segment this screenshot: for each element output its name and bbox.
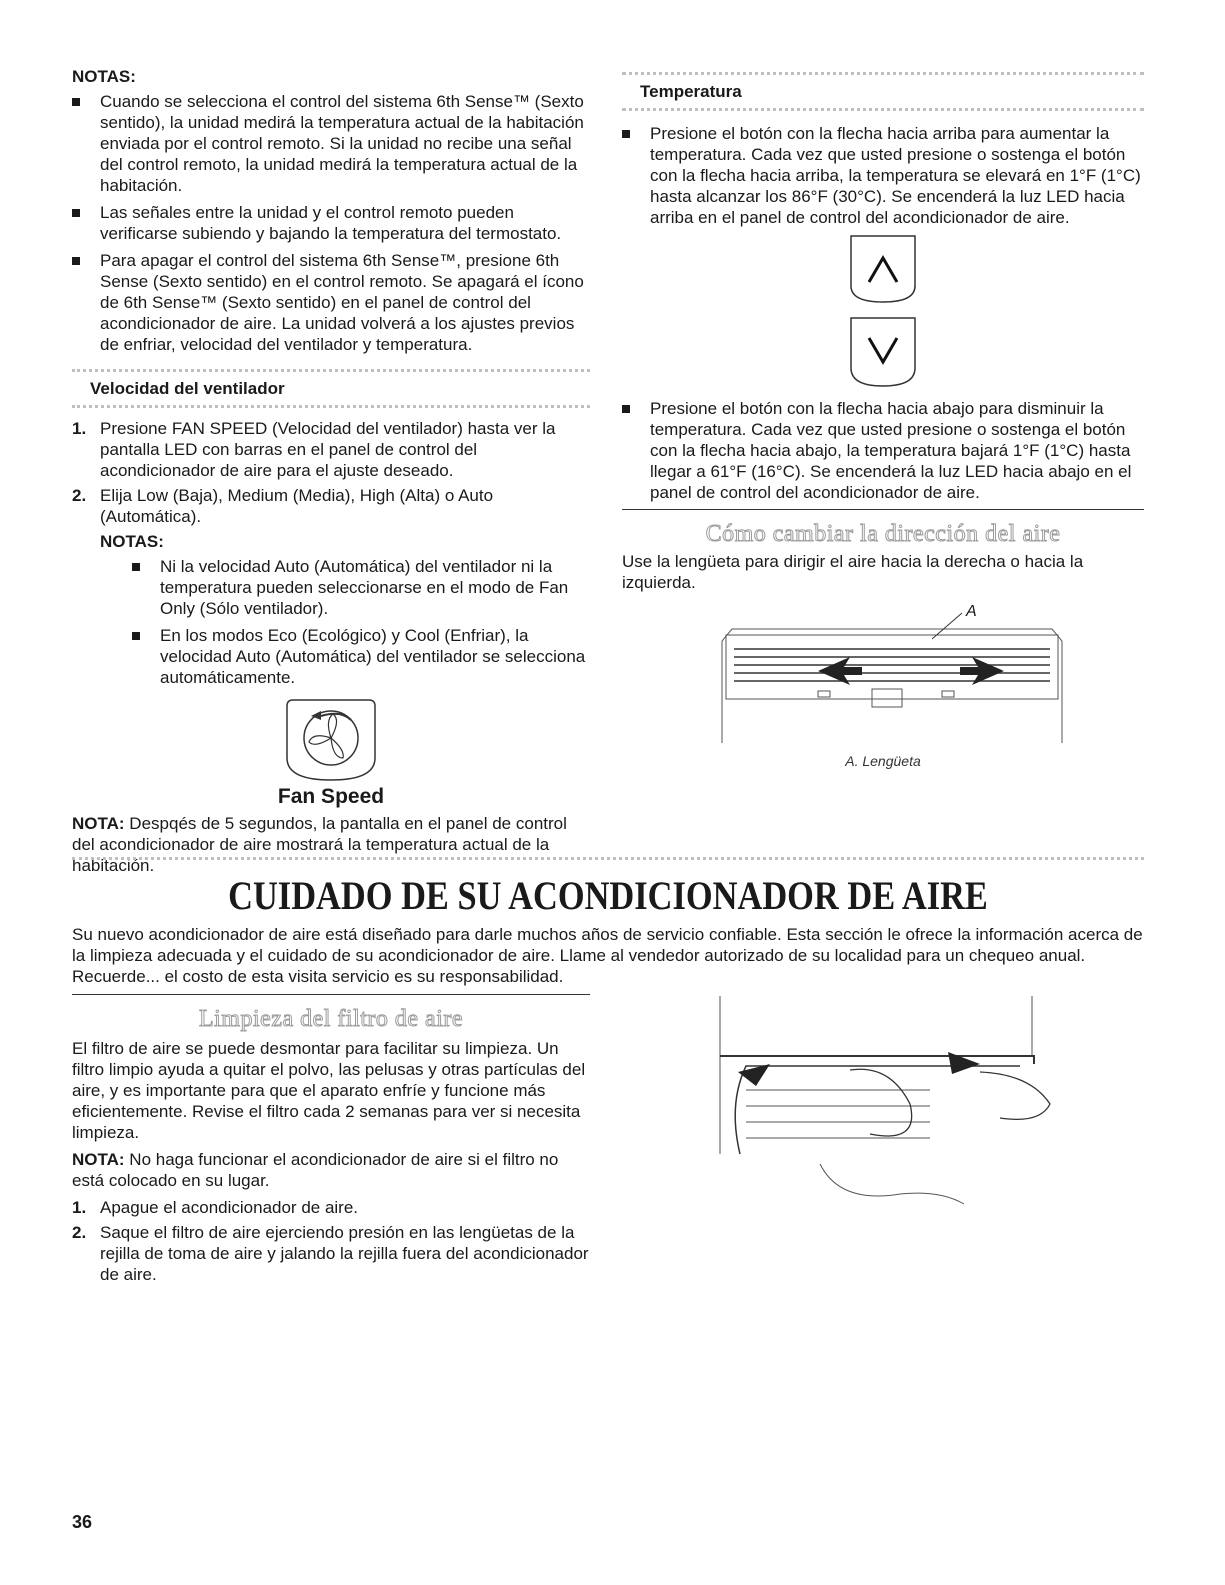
down-button-outline: [851, 318, 915, 386]
note-item: Ni la velocidad Auto (Automática) del ventilador ni la temperatura pueden seleccionarse en el modo de Fan Only (Sólo ventilador).: [132, 556, 590, 619]
callout-letter: A: [966, 603, 977, 620]
page-title: CUIDADO DE SU ACONDICIONADOR DE AIRE: [228, 873, 988, 918]
hand-icon: [980, 1072, 1050, 1119]
temperature-buttons-illustration: [622, 234, 1144, 392]
note-label: NOTA:: [72, 814, 125, 833]
fan-notes: [72, 531, 590, 688]
fan-speed-label: Fan Speed: [277, 785, 385, 808]
note-label: NOTA:: [72, 1150, 125, 1169]
divider: [622, 509, 1144, 510]
fan-speed-button-illustration: [72, 696, 590, 786]
page-number: 36: [72, 1512, 93, 1532]
fan-icon: [281, 696, 381, 786]
filter-removal-diagram: [700, 994, 1060, 1214]
fan-note: [72, 813, 590, 876]
left-arrow-icon: [738, 1064, 770, 1086]
hand-icon: [850, 1069, 912, 1136]
step-text: Presione FAN SPEED (Velocidad del ventilador) hasta ver la pantalla LED con barras en el panel de control del acondicionador de aire para el ajuste deseado.: [100, 419, 556, 480]
filter-removal-illustration: [700, 994, 1060, 1214]
filter-text: El filtro de aire se puede desmontar para facilitar su limpieza. Un filtro limpio ayuda a quitar el polvo, las pelusas y otras partículas del aire, y es importante para que el aparato enfríe y funcione más eficientemente. Revise el filtro cada 2 semanas para ver si necesita limpieza.: [72, 1039, 586, 1142]
up-button-outline: [851, 236, 915, 302]
notes-title: NOTAS:: [72, 67, 136, 86]
note-text: No haga funcionar el acondicionador de aire si el filtro no está colocado en su lugar.: [72, 1150, 559, 1190]
fan-notes-title: NOTAS:: [100, 532, 164, 551]
step-item: [72, 418, 590, 481]
step-item: [72, 1222, 590, 1285]
filter-steps: [72, 1197, 590, 1285]
step-number: 1.: [72, 419, 87, 438]
temperature-up-list: [622, 123, 1144, 228]
note-item: Para apagar el control del sistema 6th Sense™, presione 6th Sense (Sexto sentido) en el control remoto. Se apagará el ícono de 6th Sense™ (Sexto sentido) en el panel de control del acondicionador de aire. La unidad volverá a los ajustes previos de enfriar, velocidad del ventilador y temperatura.: [72, 250, 590, 355]
louver-diagram: [622, 601, 1144, 751]
notes-list: [72, 91, 590, 355]
section-divider: [72, 857, 1144, 860]
fan-steps: [72, 418, 590, 527]
step-number: 2.: [72, 1223, 87, 1242]
note-item: Las señales entre la unidad y el control remoto pueden verificarse subiendo y bajando la temperatura del termostato.: [72, 202, 590, 244]
step-text: Elija Low (Baja), Medium (Media), High (Alta) o Auto (Automática).: [100, 486, 494, 526]
temperature-down-list: [622, 398, 1144, 503]
temperature-down-item: Presione el botón con la flecha hacia abajo para disminuir la temperatura. Cada vez que usted presione o sostenga el botón con la flecha hacia abajo, la temperatura bajará 1°F (1°C) hasta llegar a 61°F (16°C). Se encenderá la luz LED hacia abajo en el panel de control del acondicionador de aire.: [622, 398, 1144, 503]
right-column: [622, 72, 1144, 772]
down-arrow-icon: [869, 338, 897, 362]
step-text: Apague el acondicionador de aire.: [100, 1198, 359, 1217]
temperature-heading: Temperatura: [622, 72, 1144, 111]
filter-heading: Limpieza del filtro de aire: [198, 1006, 464, 1032]
up-arrow-icon: [869, 258, 897, 282]
filter-note: [72, 1149, 590, 1191]
left-column: [72, 66, 590, 876]
note-item: En los modos Eco (Ecológico) y Cool (Enfriar), la velocidad Auto (Automática) del ventilador se selecciona automáticamente.: [132, 625, 590, 688]
step-item: [72, 485, 590, 527]
fan-notes-list: [100, 556, 590, 688]
note-item: Cuando se selecciona el control del sistema 6th Sense™ (Sexto sentido), la unidad medirá la temperatura actual de la habitación enviada por el control remoto. Si la unidad no recibe una señal del control remoto, la unidad medirá la temperatura actual de la habitación.: [72, 91, 590, 196]
step-number: 1.: [72, 1198, 87, 1217]
air-direction-heading: Cómo cambiar la dirección del aire: [705, 521, 1061, 547]
air-direction-text: Use la lengüeta para dirigir el aire hacia la derecha o hacia la izquierda.: [622, 552, 1084, 592]
step-item: [72, 1197, 590, 1218]
step-number: 2.: [72, 486, 87, 505]
filter-section: [72, 994, 590, 1289]
step-text: Saque el filtro de aire ejerciendo presión en las lengüetas de la rejilla de toma de aire y jalando la rejilla fuera del acondicionador de aire.: [100, 1223, 589, 1284]
care-intro: Su nuevo acondicionador de aire está diseñado para darle muchos años de servicio confiable. Esta sección le ofrece la información acerca de la limpieza adecuada y el cuidado de su acondicionador de aire. Llame al vendedor autorizado de su localidad para un chequeo anual. Recuerde... el costo de esta visita servicio es su responsabilidad.: [72, 925, 1143, 986]
divider: [72, 994, 590, 995]
air-direction-illustration: [622, 601, 1144, 751]
figure-caption: A. Lengüeta: [845, 753, 921, 769]
temperature-up-item: Presione el botón con la flecha hacia arriba para aumentar la temperatura. Cada vez que usted presione o sostenga el botón con la flecha hacia arriba, la temperatura se elevará en 1°F (1°C) hasta alcanzar los 86°F (30°C). Se encenderá la luz LED hacia arriba en el panel de control del acondicionador de aire.: [622, 123, 1144, 228]
note-text: Despqés de 5 segundos, la pantalla en el panel de control del acondicionador de aire mostrará la temperatura actual de la habitación.: [72, 814, 567, 875]
fan-speed-heading: Velocidad del ventilador: [72, 369, 590, 408]
up-down-buttons: [843, 234, 923, 392]
